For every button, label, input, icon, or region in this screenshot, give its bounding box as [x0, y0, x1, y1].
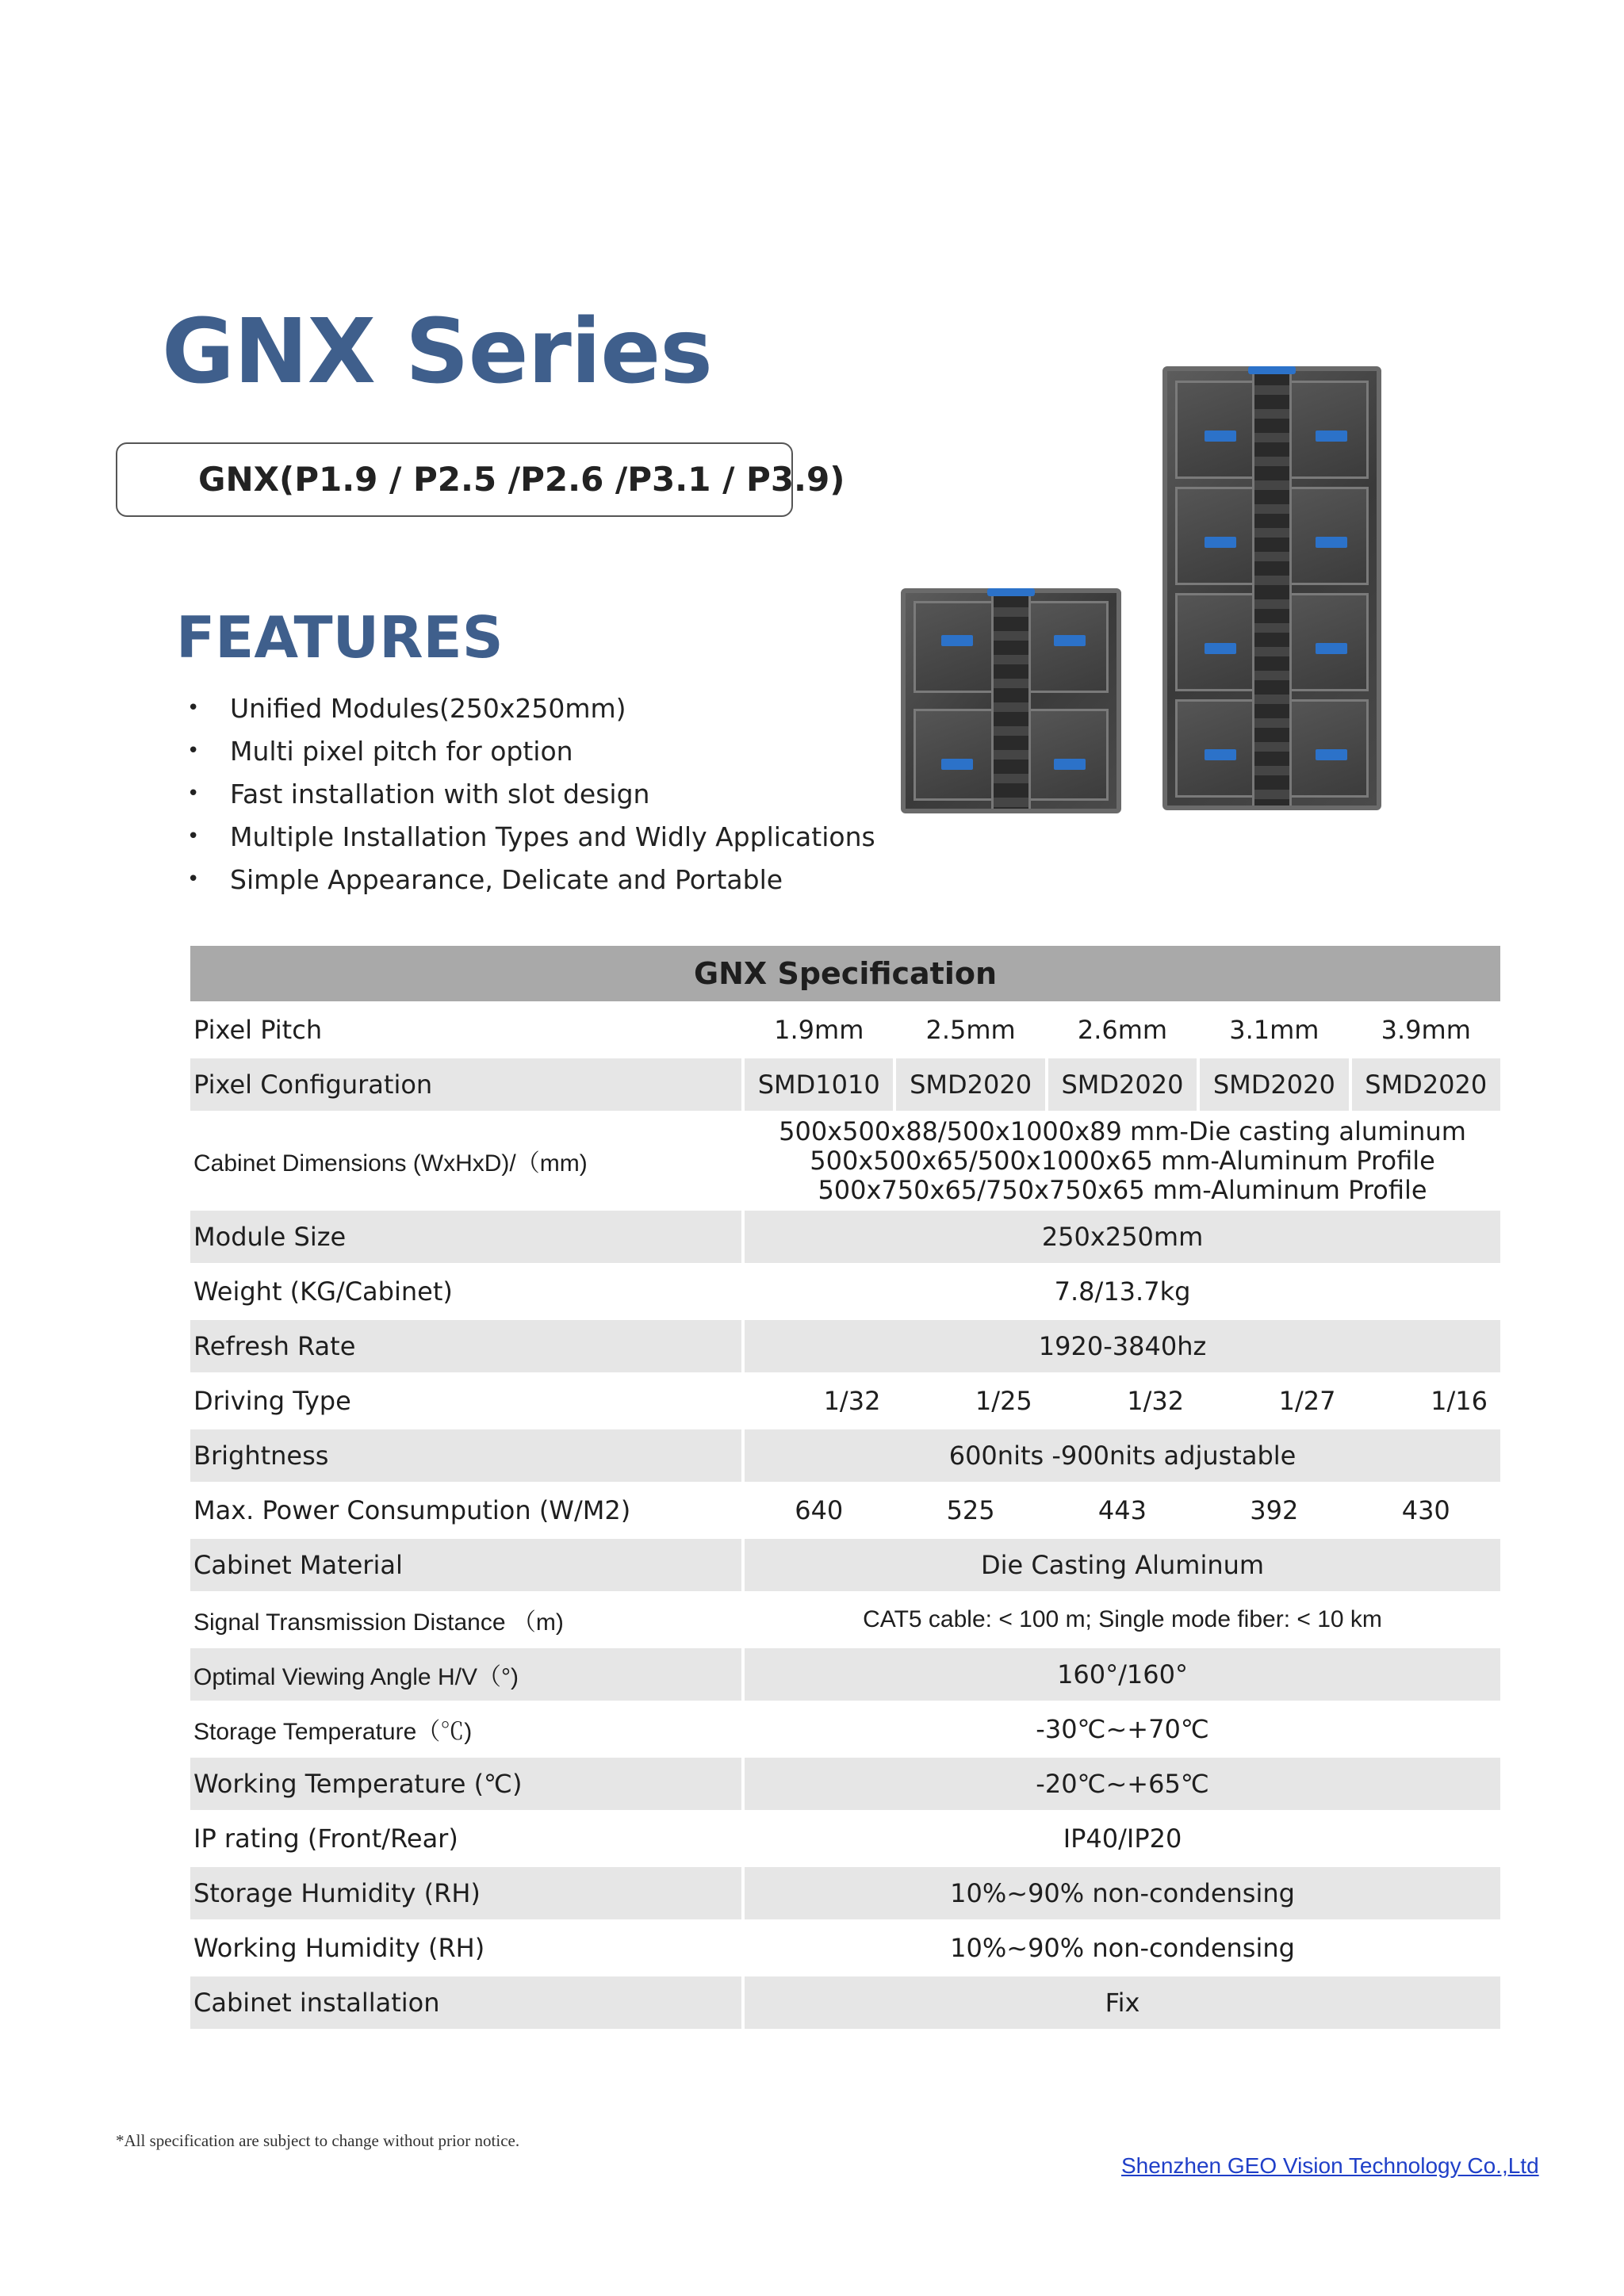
cabinet-spine — [1252, 371, 1292, 806]
disclaimer-notice: *All specification are subject to change without prior notice. — [116, 2131, 520, 2150]
module-cell — [1175, 593, 1258, 691]
module-cell — [1286, 487, 1369, 585]
module-cell — [914, 601, 996, 693]
table-row — [190, 1539, 1500, 1591]
bullet-icon: • — [187, 739, 200, 763]
module-cell — [1286, 699, 1369, 798]
row-label: Module Size — [190, 1211, 741, 1263]
cell: 7.8/13.7kg — [745, 1265, 1500, 1318]
feature-item — [187, 687, 875, 729]
spec-table-title: GNX Specification — [190, 946, 1500, 1001]
connector-chip — [1205, 430, 1236, 442]
feature-text: Fast installation with slot design — [230, 778, 650, 809]
row-label: Working Temperature (℃) — [190, 1758, 741, 1810]
row-label: Storage Temperature（℃) — [190, 1703, 741, 1755]
connector-chip — [1205, 537, 1236, 548]
row-label: Signal Transmission Distance （m) — [190, 1594, 741, 1646]
connector-chip — [1054, 635, 1086, 646]
table-row — [190, 1265, 1500, 1318]
bullet-icon: • — [187, 782, 200, 806]
row-label: Working Humidity (RH) — [190, 1922, 741, 1974]
connector-chip — [941, 759, 973, 770]
cell: 1/16 — [1352, 1375, 1501, 1427]
module-cell — [1175, 487, 1258, 585]
cabinet-image-small — [901, 588, 1121, 813]
cell: SMD2020 — [896, 1058, 1044, 1111]
table-row — [190, 1320, 1500, 1372]
connector-chip — [1205, 643, 1236, 654]
row-label: Pixel Configuration — [190, 1058, 741, 1111]
feature-text: Unified Modules(250x250mm) — [230, 692, 626, 724]
cabinet-handle — [987, 588, 1035, 596]
module-cell — [914, 709, 996, 801]
row-label: Cabinet Dimensions (WxHxD)/（mm) — [190, 1113, 741, 1208]
row-label: IP rating (Front/Rear) — [190, 1812, 741, 1865]
cabinet-spine — [991, 593, 1031, 809]
cell: 1/25 — [896, 1375, 1044, 1427]
table-row — [190, 1004, 1500, 1056]
row-label: Storage Humidity (RH) — [190, 1867, 741, 1919]
cell: 1/27 — [1200, 1375, 1348, 1427]
cell: -30℃~+70℃ — [745, 1703, 1500, 1755]
connector-chip — [1205, 749, 1236, 760]
cell: 1/32 — [745, 1375, 893, 1427]
cell: 525 — [896, 1484, 1044, 1536]
module-cell — [1026, 601, 1109, 693]
cell-line: 500x500x65/500x1000x65 mm-Aluminum Profile — [810, 1145, 1435, 1176]
feature-text: Multi pixel pitch for option — [230, 735, 573, 767]
model-box — [116, 442, 845, 517]
table-row — [190, 1429, 1500, 1482]
cell: SMD2020 — [1048, 1058, 1197, 1111]
cell: 250x250mm — [745, 1211, 1500, 1263]
row-label: Refresh Rate — [190, 1320, 741, 1372]
row-label: Max. Power Consumpution (W/M2) — [190, 1484, 741, 1536]
table-row — [190, 1703, 1500, 1755]
cabinet-handle — [1248, 366, 1296, 374]
feature-text: Simple Appearance, Delicate and Portable — [230, 863, 783, 895]
feature-list — [187, 687, 875, 901]
table-row — [190, 1594, 1500, 1646]
table-row — [190, 1976, 1500, 2029]
cell: 1.9mm — [745, 1004, 893, 1056]
cell: 600nits -900nits adjustable — [745, 1429, 1500, 1482]
cell: 392 — [1200, 1484, 1348, 1536]
cell: SMD1010 — [745, 1058, 893, 1111]
cell: Fix — [745, 1976, 1500, 2029]
connector-chip — [1316, 749, 1347, 760]
feature-item — [187, 858, 875, 901]
cell: 1920-3840hz — [745, 1320, 1500, 1372]
company-link[interactable]: Shenzhen GEO Vision Technology Co.,Ltd — [1121, 2153, 1539, 2178]
cell: 10%~90% non-condensing — [745, 1867, 1500, 1919]
bullet-icon: • — [187, 825, 200, 848]
row-label: Weight (KG/Cabinet) — [190, 1265, 741, 1318]
table-row — [190, 1867, 1500, 1919]
cell: 443 — [1048, 1484, 1197, 1536]
row-label: Optimal Viewing Angle H/V（°) — [190, 1648, 741, 1701]
cell: CAT5 cable: < 100 m; Single mode fiber: < 10 km — [745, 1594, 1500, 1646]
cell: 3.9mm — [1352, 1004, 1501, 1056]
table-row — [190, 1113, 1500, 1208]
module-cell — [1175, 699, 1258, 798]
series-title: GNX Series — [162, 300, 712, 404]
cell-line: 500x750x65/750x750x65 mm-Aluminum Profile — [818, 1174, 1427, 1205]
feature-text: Multiple Installation Types and Widly Applications — [230, 821, 875, 852]
cell: SMD2020 — [1352, 1058, 1501, 1111]
table-row — [190, 1375, 1500, 1427]
row-label: Brightness — [190, 1429, 741, 1482]
connector-chip — [1054, 759, 1086, 770]
row-label: Pixel Pitch — [190, 1004, 741, 1056]
cell: SMD2020 — [1200, 1058, 1348, 1111]
cell: -20℃~+65℃ — [745, 1758, 1500, 1810]
feature-item — [187, 772, 875, 815]
connector-chip — [1316, 430, 1347, 442]
cell-line: 500x500x88/500x1000x89 mm-Die casting aluminum — [779, 1115, 1466, 1146]
row-label: Cabinet installation — [190, 1976, 741, 2029]
connector-chip — [941, 635, 973, 646]
module-cell — [1286, 593, 1369, 691]
cell — [745, 1113, 1500, 1208]
cell: Die Casting Aluminum — [745, 1539, 1500, 1591]
cell: 1/32 — [1048, 1375, 1197, 1427]
table-row — [190, 1812, 1500, 1865]
cell: 3.1mm — [1200, 1004, 1348, 1056]
cell: 2.5mm — [896, 1004, 1044, 1056]
feature-item — [187, 729, 875, 772]
module-cell — [1175, 381, 1258, 479]
row-label: Cabinet Material — [190, 1539, 741, 1591]
bullet-icon: • — [187, 867, 200, 891]
cell: 430 — [1352, 1484, 1501, 1536]
table-row — [190, 1484, 1500, 1536]
features-title: FEATURES — [176, 604, 504, 671]
table-row — [190, 1058, 1500, 1111]
bullet-icon: • — [187, 696, 200, 720]
module-cell — [1026, 709, 1109, 801]
table-row — [190, 1758, 1500, 1810]
table-row — [190, 1922, 1500, 1974]
cell: 160°/160° — [745, 1648, 1500, 1701]
model-line: GNX(P1.9 / P2.5 /P2.6 /P3.1 / P3.9) — [198, 460, 845, 499]
connector-chip — [1316, 537, 1347, 548]
table-row — [190, 1648, 1500, 1701]
row-label: Driving Type — [190, 1375, 741, 1427]
table-row — [190, 1211, 1500, 1263]
spec-table — [187, 943, 1503, 2031]
cell: IP40/IP20 — [745, 1812, 1500, 1865]
cell: 10%~90% non-condensing — [745, 1922, 1500, 1974]
cell: 640 — [745, 1484, 893, 1536]
connector-chip — [1316, 643, 1347, 654]
feature-item — [187, 815, 875, 858]
cabinet-image-tall — [1162, 366, 1381, 810]
cell: 2.6mm — [1048, 1004, 1197, 1056]
module-cell — [1286, 381, 1369, 479]
